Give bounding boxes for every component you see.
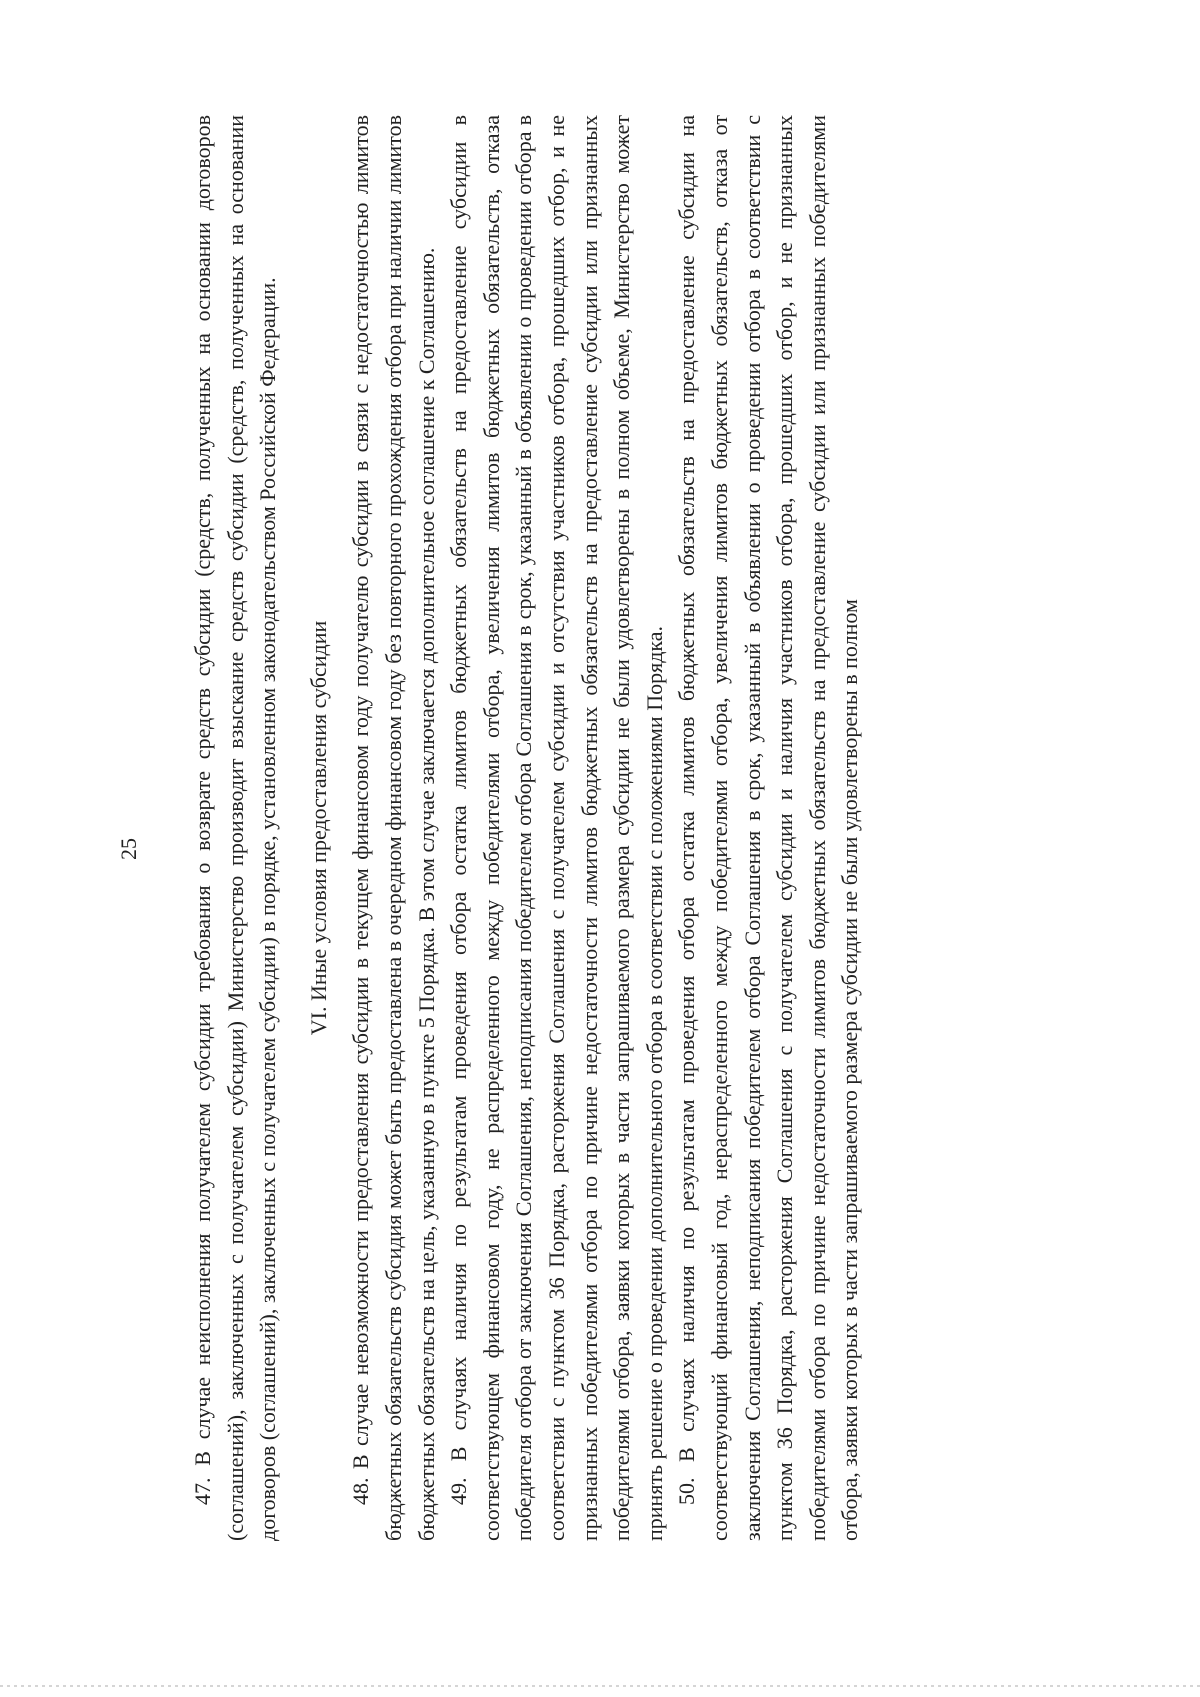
page-number: 25 <box>116 837 141 860</box>
rotated-page-content <box>95 79 1105 1619</box>
scan-edge-noise <box>0 1685 1200 1687</box>
paragraph-47: 47. В случае неисполнения получателем субсидии требования о возврате средств субсидии (средств, полученных на основании договоров (соглашений), заключенных с получателем субсидии) Министерство производит взыскание средств субсидии (средств, полученных на основании договоров (соглашений), заключенных с получателем субсидии) в порядке, установленном законодательством Российской Федерации. <box>190 114 281 1541</box>
section-title: VI. Иные условия предоставления субсидии <box>305 620 331 1035</box>
body-text <box>187 115 867 1541</box>
paragraph-49: 49. В случаях наличия по результатам проведения отбора остатка лимитов бюджетных обязательств на предоставление субсидии в соответствующем финансовом году, не распределенного между победителями отбора, увеличения лимитов бюджетных обязательств, отказа победителя отбора от заключения Соглашения, неподписания победителем отбора Соглашения в срок, указанный в объявлении о проведении отбора в соответствии с пунктом 36 Порядка, расторжения Соглашения с получателем субсидии и отсутствия участников отбора, прошедших отбор, и не признанных победителями отбора по причине недостаточности лимитов бюджетных обязательств на предоставление субсидии или признанных победителями отбора, заявки которых в части запрашиваемого размера субсидии не были удовлетворены в полном объеме, Министерство может принять решение о проведении дополнительного отбора в соответствии с положениями Порядка. <box>446 114 667 1541</box>
paragraph-50: 50. В случаях наличия по результатам проведения отбора остатка лимитов бюджетных обязательств на предоставление субсидии на соответствующий финансовый год, нераспределенного между победителями отбора, увеличения лимитов бюджетных обязательств, отказа от заключения Соглашения, неподписания победителем отбора Соглашения в срок, указанный в объявлении о проведении отбора в соответствии с пунктом 36 Порядка, расторжения Соглашения с получателем субсидии и наличия участников отбора, прошедших отбор, и не признанных победителями отбора по причине недостаточности лимитов бюджетных обязательств на предоставление субсидии или признанных победителями отбора, заявки которых в части запрашиваемого размера субсидии не были удовлетворены в полном <box>674 114 863 1541</box>
paragraph-48: 48. В случае невозможности предоставления субсидии в текущем финансовом году получателю субсидии в связи с недостаточностью лимитов бюджетных обязательств субсидия может быть предоставлена в очередном финансовом году без повторного прохождения отбора при наличии лимитов бюджетных обязательств на цель, указанную в пункте 5 Порядка. В этом случае заключается дополнительное соглашение к Соглашению. <box>348 114 439 1541</box>
